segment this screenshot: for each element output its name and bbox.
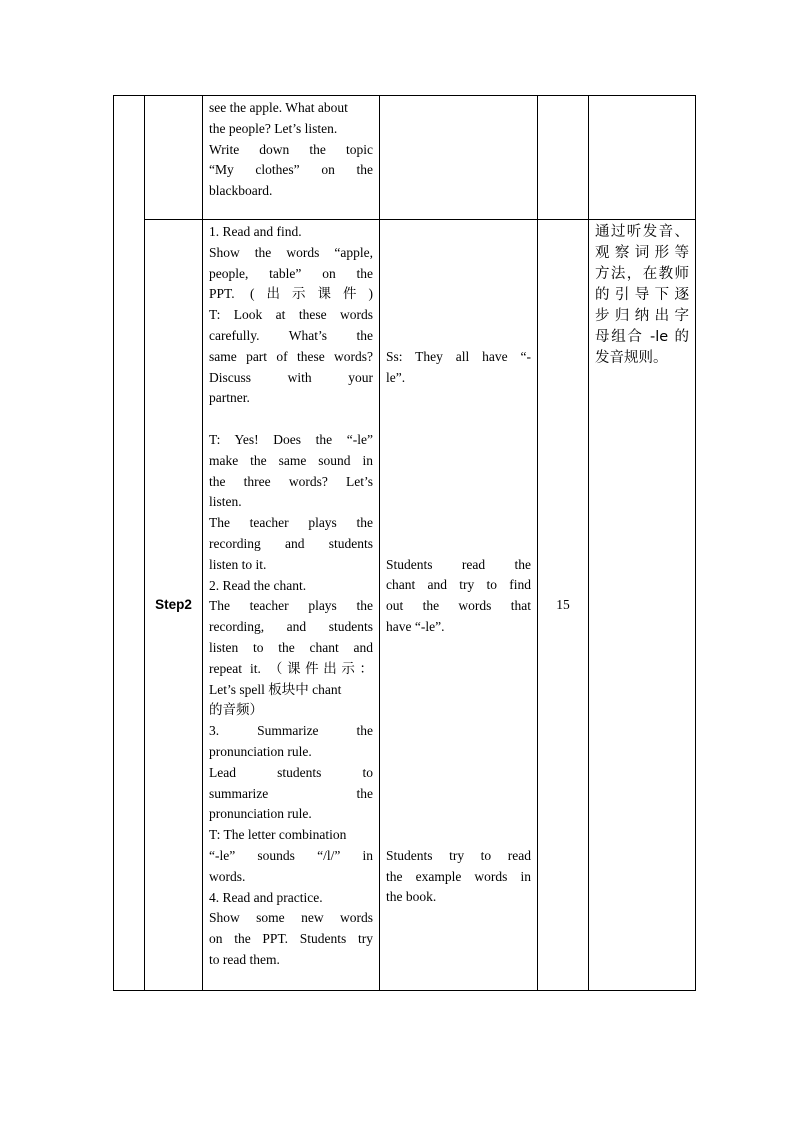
teacher-activity-line: partner. bbox=[209, 390, 250, 406]
design-intent-line: 的引导下逐 bbox=[595, 287, 689, 303]
student-activity-line: the example words in bbox=[386, 868, 531, 884]
teacher-activity-line: pronunciation rule. bbox=[209, 743, 312, 759]
student-activity-line: Students read the bbox=[386, 556, 531, 572]
design-intent-cell bbox=[589, 220, 696, 991]
teacher-activity-line: Discuss with your bbox=[209, 369, 373, 385]
teacher-activity-line: 4. Read and practice. bbox=[209, 889, 323, 905]
teacher-activity-line: Let’s spell 板块中 chant bbox=[209, 681, 342, 697]
teacher-activity-line: 3. Summarize the bbox=[209, 723, 373, 739]
lesson-plan-table bbox=[113, 95, 696, 991]
student-activity-line: Ss: They all have “- bbox=[386, 349, 531, 364]
teacher-activity-line: the three words? Let’s bbox=[209, 473, 373, 489]
teacher-activity-line: Show the words “apple, bbox=[209, 244, 373, 260]
step-cell bbox=[145, 96, 203, 220]
teacher-activity-cell bbox=[203, 220, 380, 991]
design-intent-line: 观察词形等 bbox=[595, 245, 689, 261]
student-activity-line: Students try to read bbox=[386, 847, 531, 863]
teacher-activity-line: people, table” on the bbox=[209, 265, 373, 281]
design-intent-cell bbox=[589, 96, 696, 220]
teacher-activity-line: T: The letter combination bbox=[209, 827, 347, 843]
teacher-activity-line: listen. bbox=[209, 494, 242, 510]
student-activity-cell bbox=[380, 220, 538, 991]
teacher-activity-line: the people? Let’s listen. bbox=[209, 120, 338, 136]
teacher-activity-line: repeat it. （课件出示： bbox=[209, 660, 373, 676]
teacher-activity-line: The teacher plays the bbox=[209, 598, 373, 614]
teacher-activity-line: on the PPT. Students try bbox=[209, 931, 373, 947]
section-cell bbox=[114, 96, 145, 991]
table-row bbox=[114, 220, 696, 991]
design-intent-line: 母组合 -le 的 bbox=[595, 329, 689, 345]
student-activity-line: have “-le”. bbox=[386, 618, 445, 634]
teacher-activity-line: carefully. What’s the bbox=[209, 327, 373, 343]
teacher-activity-line: PPT. (出示课件) bbox=[209, 286, 373, 302]
teacher-activity-line: The teacher plays the bbox=[209, 515, 373, 531]
teacher-activity-cell bbox=[203, 96, 380, 220]
teacher-activity-line: pronunciation rule. bbox=[209, 806, 312, 822]
teacher-activity-line: recording, and students bbox=[209, 619, 373, 635]
step-label: Step2 bbox=[145, 220, 203, 991]
teacher-activity-line: Write down the topic bbox=[209, 141, 373, 157]
student-activity-line: the book. bbox=[386, 889, 437, 905]
teacher-activity-line: words. bbox=[209, 868, 246, 884]
teacher-activity-line: 1. Read and find. bbox=[209, 224, 302, 239]
time-value: 15 bbox=[538, 220, 589, 991]
teacher-activity-line: Lead students to bbox=[209, 764, 373, 780]
teacher-activity-line: 2. Read the chant. bbox=[209, 577, 307, 593]
student-activity-cell bbox=[380, 96, 538, 220]
teacher-activity-line: T: Yes! Does the “-le” bbox=[209, 431, 373, 447]
teacher-activity-line: recording and students bbox=[209, 535, 373, 551]
teacher-activity-line: “-le” sounds “/l/” in bbox=[209, 847, 373, 863]
student-activity-line: le”. bbox=[386, 369, 406, 385]
teacher-activity-line: listen to the chant and bbox=[209, 639, 373, 655]
teacher-activity-line: “My clothes” on the bbox=[209, 162, 373, 178]
design-intent-line: 发音规则。 bbox=[595, 350, 668, 366]
teacher-activity-line: summarize the bbox=[209, 785, 373, 801]
teacher-activity-line: T: Look at these words bbox=[209, 307, 373, 323]
teacher-activity-line: same part of these words? bbox=[209, 348, 373, 364]
teacher-activity-line: to read them. bbox=[209, 951, 280, 967]
design-intent-line: 步归纳出字 bbox=[595, 308, 689, 324]
teacher-activity-line: blackboard. bbox=[209, 183, 273, 199]
teacher-activity-line: make the same sound in bbox=[209, 452, 373, 468]
teacher-activity-line: Show some new words bbox=[209, 910, 373, 926]
teacher-activity-line: 的音频） bbox=[209, 702, 263, 718]
student-activity-line: chant and try to find bbox=[386, 577, 531, 593]
teacher-activity-line: listen to it. bbox=[209, 556, 267, 572]
teacher-activity-line: see the apple. What about bbox=[209, 100, 348, 115]
time-cell bbox=[538, 96, 589, 220]
student-activity-line: out the words that bbox=[386, 598, 531, 614]
design-intent-line: 通过听发音、 bbox=[595, 224, 689, 240]
table-row bbox=[114, 96, 696, 220]
design-intent-line: 方法，在教师 bbox=[595, 266, 689, 282]
